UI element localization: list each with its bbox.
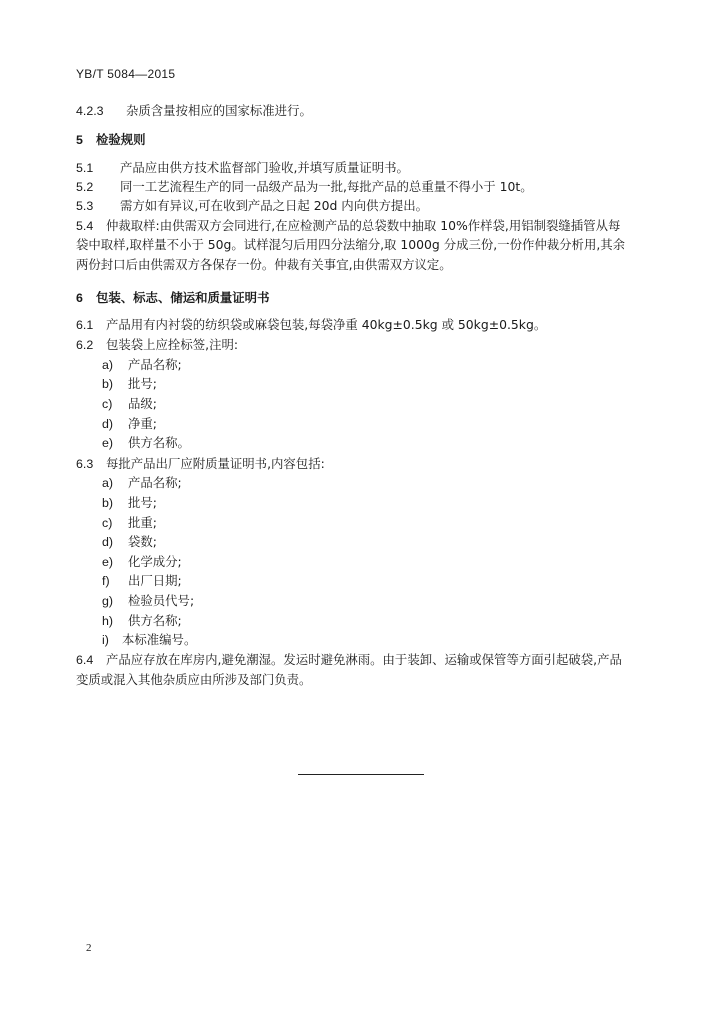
section-5-heading xyxy=(76,132,146,148)
clause-5-2 xyxy=(76,179,533,195)
section-6-heading xyxy=(76,290,269,306)
list-item xyxy=(102,376,157,392)
clause-6-2 xyxy=(76,337,238,353)
clause-4-2-3 xyxy=(76,103,312,119)
list-item xyxy=(102,613,182,629)
clause-text: 同一工艺流程生产的同一品级产品为一批,每批产品的总重量不得小于 10t。 xyxy=(120,179,533,194)
list-item-text: 批重; xyxy=(128,515,157,530)
clause-number: 5.3 xyxy=(76,199,94,213)
section-number: 5 xyxy=(76,133,83,147)
list-item-text: 产品名称; xyxy=(128,357,182,372)
clause-5-4-line-3: 两份封口后由供需双方各保存一份。仲裁有关事宜,由供需双方议定。 xyxy=(76,257,452,272)
clause-6-1 xyxy=(76,317,546,333)
list-item xyxy=(102,416,157,432)
list-item-text: 袋数; xyxy=(128,534,157,549)
list-item xyxy=(102,495,157,511)
list-item xyxy=(102,554,182,570)
clause-number: 6.4 xyxy=(76,653,94,667)
list-item-label: d) xyxy=(102,535,114,549)
list-item xyxy=(102,396,157,412)
clause-text: 需方如有异议,可在收到产品之日起 20d 内向供方提出。 xyxy=(120,198,429,213)
section-title: 检验规则 xyxy=(96,132,146,147)
list-item xyxy=(102,475,182,491)
list-item-text: 出厂日期; xyxy=(128,573,182,588)
list-item-text: 产品名称; xyxy=(128,475,182,490)
clause-5-4-line-2: 袋中取样,取样量不小于 50g。试样混匀后用四分法缩分,取 1000g 分成三份,一份作仲裁分析用,其余 xyxy=(76,237,626,252)
clause-text: 产品用有内衬袋的纺织袋或麻袋包装,每袋净重 40kg±0.5kg 或 50kg±0.5kg。 xyxy=(106,317,547,332)
list-item-text: 本标准编号。 xyxy=(122,632,197,647)
clause-number: 6.2 xyxy=(76,338,94,352)
clause-5-3 xyxy=(76,198,428,214)
clause-text: 包装袋上应拴标签,注明: xyxy=(106,337,239,352)
clause-number: 5.4 xyxy=(76,219,94,233)
list-item-text: 净重; xyxy=(128,416,157,431)
clause-6-4-line-2: 变质或混入其他杂质应由所涉及部门负责。 xyxy=(76,672,312,687)
clause-text: 每批产品出厂应附质量证明书,内容包括: xyxy=(106,456,325,471)
list-item-text: 批号; xyxy=(128,376,157,391)
list-item-text: 检验员代号; xyxy=(128,593,195,608)
page-number: 2 xyxy=(86,942,92,954)
list-item xyxy=(102,435,190,451)
list-item-text: 供方名称。 xyxy=(128,435,190,450)
list-item-label: c) xyxy=(102,516,113,530)
list-item-label: a) xyxy=(102,476,114,490)
list-item xyxy=(102,534,157,550)
clause-text-line-1: 产品应存放在库房内,避免潮湿。发运时避免淋雨。由于装卸、运输或保管等方面引起破袋,产品 xyxy=(106,652,622,667)
clause-number: 6.3 xyxy=(76,457,94,471)
clause-5-4 xyxy=(76,218,620,234)
list-item-label: f) xyxy=(102,574,110,588)
list-item-label: i) xyxy=(102,633,109,647)
clause-number: 5.2 xyxy=(76,180,94,194)
clause-number: 6.1 xyxy=(76,318,94,332)
clause-text-line-1: 仲裁取样:由供需双方会同进行,在应检测产品的总袋数中抽取 10%作样袋,用铝制裂缝插管从每 xyxy=(106,218,621,233)
list-item-label: c) xyxy=(102,397,113,411)
list-item-text: 化学成分; xyxy=(128,554,182,569)
list-item-text: 供方名称; xyxy=(128,613,182,628)
list-item-label: a) xyxy=(102,358,114,372)
list-item-label: g) xyxy=(102,594,114,608)
clause-text: 杂质含量按相应的国家标准进行。 xyxy=(126,103,312,118)
end-of-document-rule xyxy=(298,774,424,775)
list-item-text: 品级; xyxy=(128,396,157,411)
list-item-label: b) xyxy=(102,377,114,391)
clause-text: 产品应由供方技术监督部门验收,并填写质量证明书。 xyxy=(120,160,409,175)
clause-6-3 xyxy=(76,456,325,472)
list-item-text: 批号; xyxy=(128,495,157,510)
section-number: 6 xyxy=(76,291,83,305)
clause-number: 4.2.3 xyxy=(76,104,104,118)
section-title: 包装、标志、储运和质量证明书 xyxy=(96,290,270,305)
list-item xyxy=(102,515,157,531)
list-item xyxy=(102,357,182,373)
list-item-label: d) xyxy=(102,417,114,431)
list-item-label: e) xyxy=(102,436,114,450)
list-item xyxy=(102,632,196,648)
list-item-label: e) xyxy=(102,555,114,569)
list-item xyxy=(102,593,194,609)
document-id-header: YB/T 5084—2015 xyxy=(76,67,176,81)
clause-number: 5.1 xyxy=(76,161,94,175)
list-item-label: b) xyxy=(102,496,114,510)
list-item xyxy=(102,573,182,589)
clause-5-1 xyxy=(76,160,409,176)
clause-6-4 xyxy=(76,652,622,668)
list-item-label: h) xyxy=(102,614,114,628)
